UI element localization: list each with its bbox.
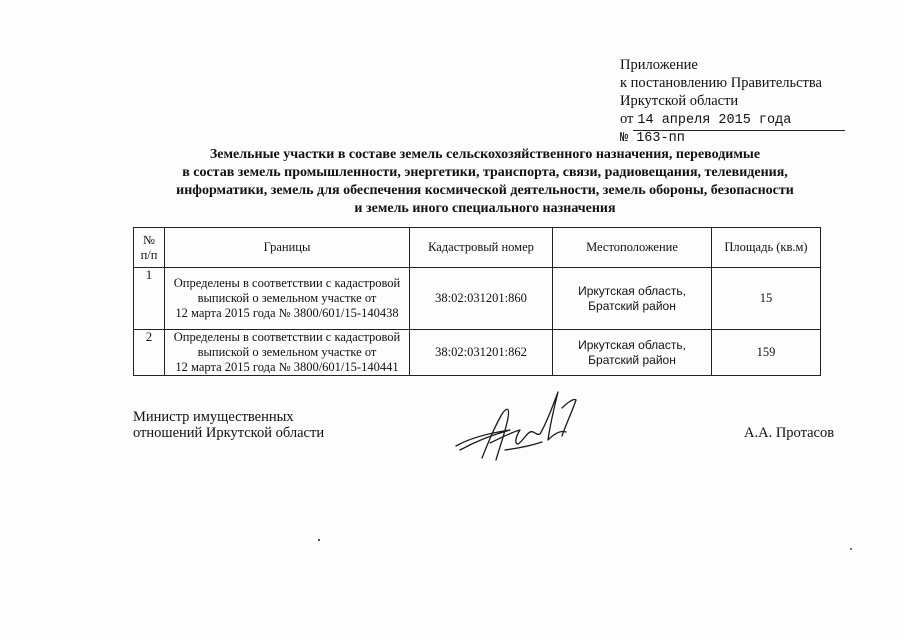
row-cadastral: 38:02:031201:862	[410, 330, 553, 376]
row-num: 1	[134, 268, 165, 330]
row-location: Иркутская область, Братский район	[553, 268, 712, 330]
table-row	[134, 268, 821, 330]
appendix-line3: Иркутской области	[620, 93, 739, 109]
row-location: Иркутская область, Братский район	[553, 330, 712, 376]
scan-speck	[318, 539, 320, 541]
land-plots-table	[133, 227, 821, 376]
signatory-name: А.А. Протасов	[744, 425, 835, 441]
document-number: № 163-пп	[620, 131, 685, 146]
header-cadastral: Кадастровый номер	[410, 228, 553, 268]
row-borders: Определены в соответствии с кадастровой выпиской о земельном участке от 12 марта 2015 года № 3800/601/15-140438	[165, 268, 410, 330]
header-location: Местоположение	[553, 228, 712, 268]
scan-speck	[850, 548, 852, 550]
row-area: 15	[712, 268, 821, 330]
table-header-row	[134, 228, 821, 268]
row-num: 2	[134, 330, 165, 376]
appendix-line2: к постановлению Правительства	[620, 75, 822, 91]
title-line4: и земель иного специального назначения	[354, 201, 616, 216]
date-value: 14 апреля 2015 года	[633, 112, 845, 131]
document-title	[125, 146, 845, 218]
header-borders: Границы	[165, 228, 410, 268]
row-area: 159	[712, 330, 821, 376]
row-cadastral: 38:02:031201:860	[410, 268, 553, 330]
handwritten-signature-icon	[450, 388, 585, 473]
date-prefix: от	[620, 111, 634, 127]
title-line2: в состав земель промышленности, энергетики, транспорта, связи, радиовещания, телевидения,	[182, 165, 788, 180]
row-borders: Определены в соответствии с кадастровой выпиской о земельном участке от 12 марта 2015 года № 3800/601/15-140441	[165, 330, 410, 376]
appendix-line1: Приложение	[620, 57, 698, 73]
appendix-date	[620, 110, 845, 131]
title-line1: Земельные участки в составе земель сельскохозяйственного назначения, переводимые	[209, 147, 761, 162]
signatory-position: Министр имущественных отношений Иркутской области	[133, 409, 325, 441]
appendix-block	[620, 56, 845, 131]
table-row	[134, 330, 821, 376]
header-area: Площадь (кв.м)	[712, 228, 821, 268]
header-num: № п/п	[134, 228, 165, 268]
title-line3: информатики, земель для обеспечения космической деятельности, земель обороны, безопасности	[176, 183, 794, 198]
